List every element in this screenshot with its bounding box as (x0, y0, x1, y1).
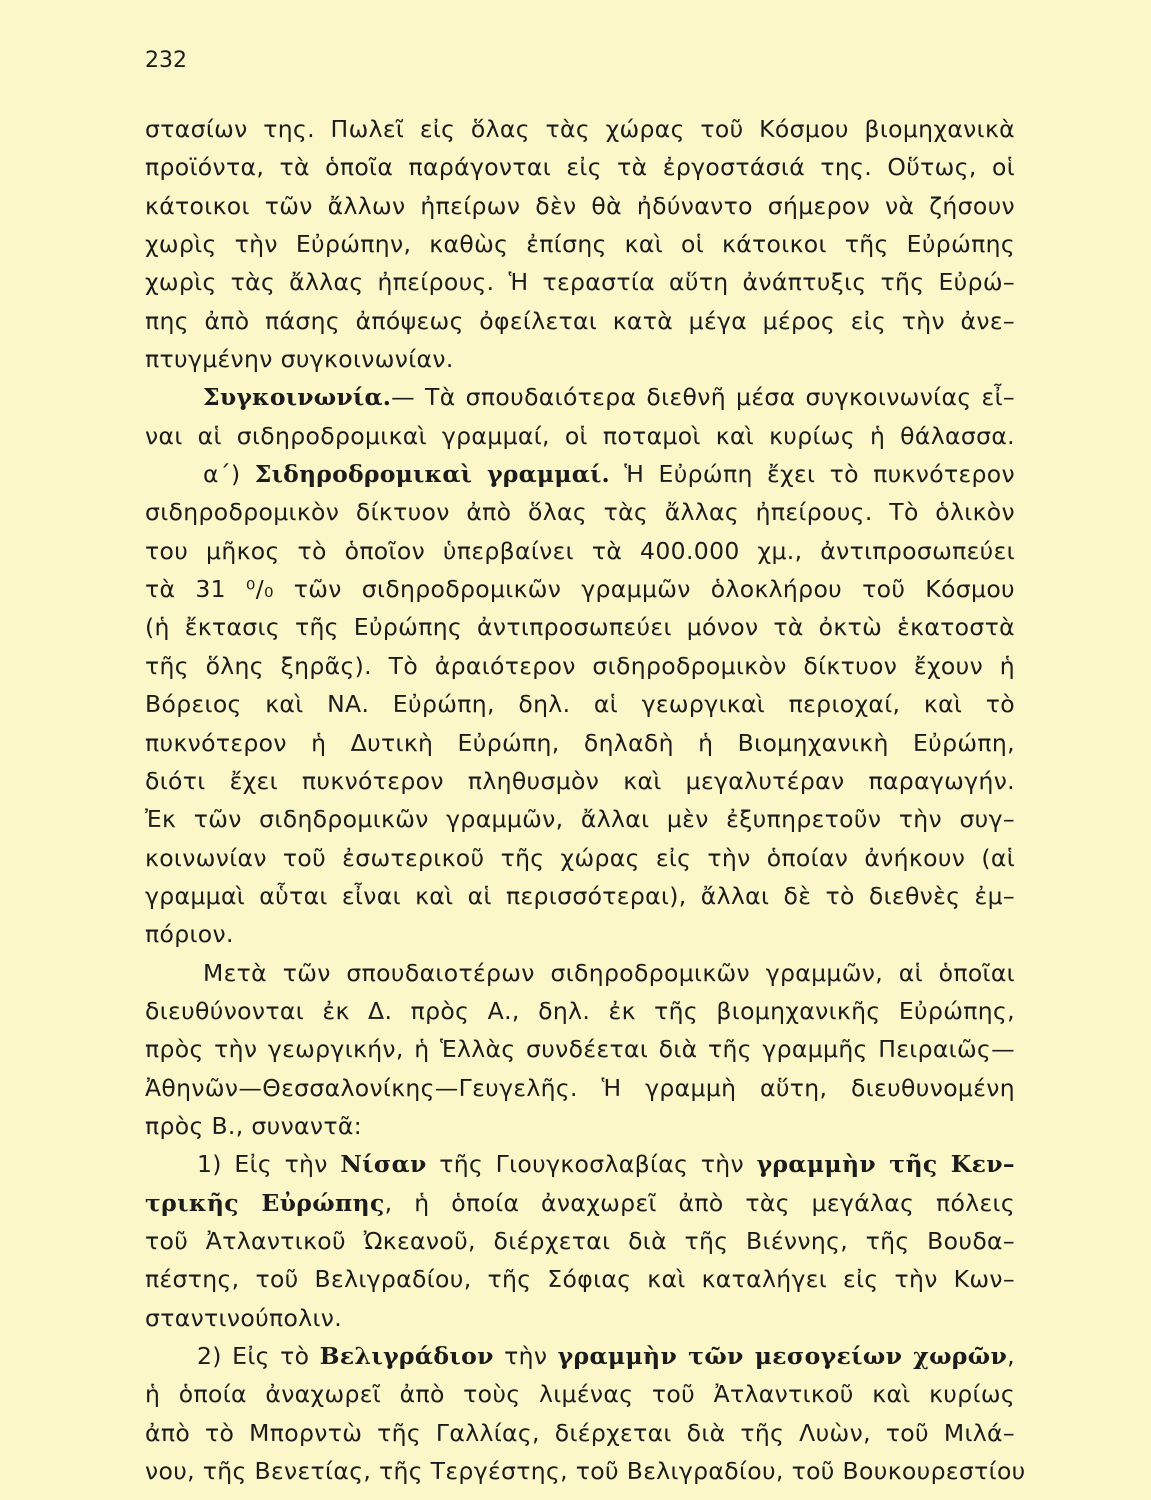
text-line (145, 110, 1015, 148)
text-line (145, 877, 1015, 915)
section-heading: Συγκοινωνία. (203, 383, 392, 412)
line-text: διευθύνονται ἐκ Δ. πρὸς Α., δηλ. ἐκ τῆς βιομηχανικῆς Εὐρώπης, (145, 996, 1015, 1025)
text-line (145, 1375, 1015, 1413)
text-line (145, 378, 1015, 416)
line-text: Βόρειος καὶ ΝΑ. Εὐρώπη, δηλ. αἱ γεωργικαὶ περιοχαί, καὶ τὸ (145, 690, 1015, 719)
line-text: σιδηροδρομικὸν δίκτυον ἀπὸ ὅλας τὰς ἄλλας ἠπείρους. Τὸ ὁλικὸν (145, 498, 1015, 527)
bold-term: Βελιγράδιον (319, 1342, 494, 1370)
line-text: (ἡ ἔκτασις τῆς Εὐρώπης ἀντιπροσωπεύει μόνον τὰ ὀκτὼ ἑκατοστὰ (145, 613, 1015, 642)
text-line (145, 455, 1015, 493)
text-line (145, 992, 1015, 1030)
text-line (145, 1337, 1015, 1375)
bold-term: Νίσαν (340, 1150, 427, 1179)
text-line (145, 187, 1015, 225)
line-text: κάτοικοι τῶν ἄλλων ἠπείρων δὲν θὰ ἠδύναντο σήμερον νὰ ζήσουν (145, 191, 1015, 220)
line-text: τῆς ὅλης ξηρᾶς). Τὸ ἀραιότερον σιδηροδρομικὸν δίκτυον ἔχουν ἡ (145, 651, 1015, 680)
text-line (145, 762, 1015, 800)
text-line (145, 647, 1015, 685)
text-line (145, 685, 1015, 723)
list-marker: α΄) (203, 460, 255, 489)
text-line (145, 608, 1015, 646)
text-line (145, 724, 1015, 762)
line-text: κοινωνίαν τοῦ ἐσωτερικοῦ τῆς χώρας εἰς τὴν ὁποίαν ἀνήκουν (αἱ (145, 843, 1015, 872)
text-line (145, 1452, 1026, 1490)
line-text: ἀπὸ τὸ Μπορντὼ τῆς Γαλλίας, διέρχεται διὰ τῆς Λυὼν, τοῦ Μιλά– (145, 1418, 1015, 1447)
text-line (145, 1222, 1015, 1260)
line-text: χωρὶς τὰς ἄλλας ἠπείρους. Ἡ τεραστία αὕτη ἀνάπτυξις τῆς Εὐρώ– (145, 268, 1015, 297)
line-text: τὰ 31 ⁰/₀ τῶν σιδηροδρομικῶν γραμμῶν ὁλοκλήρου τοῦ Κόσμου (145, 575, 1015, 604)
line-text: πρὸς Β., συναντᾶ: (145, 1111, 362, 1140)
line-text: 2) Εἰς τὸ (197, 1342, 320, 1370)
line-text: πης ἀπὸ πάσης ἀπόψεως ὀφείλεται κατὰ μέγα μέρος εἰς τὴν ἀνε– (145, 306, 1015, 335)
line-text: πέστης, τοῦ Βελιγραδίου, τῆς Σόφιας καὶ καταλήγει εἰς τὴν Κων– (145, 1265, 1015, 1294)
text-line (145, 570, 1015, 608)
text-line (145, 1030, 1015, 1068)
line-text: προϊόντα, τὰ ὁποῖα παράγονται εἰς τὰ ἐργοστάσιά της. Οὕτως, οἱ (145, 153, 1015, 182)
text-line (145, 839, 1015, 877)
text-line (145, 800, 1015, 838)
line-text: νου, τῆς Βενετίας, τῆς Τεργέστης, τοῦ Βελιγραδίου, τοῦ Βουκουρεστίου (145, 1457, 1026, 1486)
text-line (145, 302, 1015, 340)
line-text: , ἡ ὁποία ἀναχωρεῖ ἀπὸ τὰς μεγάλας πόλεις (384, 1188, 1016, 1217)
line-text: Ἀθηνῶν—Θεσσαλονίκης—Γευγελῆς. Ἡ γραμμὴ αὕτη, διευθυνομένη (145, 1073, 1015, 1102)
body-text (145, 110, 1026, 1490)
line-text: του μῆκος τὸ ὁποῖον ὑπερβαίνει τὰ 400.000 χμ., ἀντιπροσωπεύει (145, 536, 1015, 565)
text-line (145, 1260, 1015, 1298)
line-text: πυκνότερον ἡ Δυτικὴ Εὐρώπη, δηλαδὴ ἡ Βιομηχανικὴ Εὐρώπη, (145, 728, 1015, 757)
text-line (145, 493, 1015, 531)
text-line (145, 417, 1015, 455)
page-number: 232 (145, 48, 187, 73)
line-text: ναι αἱ σιδηροδρομικαὶ γραμμαί, οἱ ποταμοὶ καὶ κυρίως ἡ θάλασσα. (145, 421, 1015, 450)
line-text: στασίων της. Πωλεῖ εἰς ὅλας τὰς χώρας τοῦ Κόσμου βιομηχανικὰ (145, 115, 1015, 143)
line-text: , (1007, 1342, 1015, 1370)
line-text: τὴν (493, 1342, 558, 1370)
line-text: σταντινούπολιν. (145, 1303, 343, 1332)
text-line (145, 532, 1015, 570)
line-text: πρὸς τὴν γεωργικήν, ἡ Ἑλλὰς συνδέεται διὰ τῆς γραμμῆς Πειραιῶς— (145, 1035, 1015, 1064)
text-line (145, 954, 1015, 992)
text-line (145, 1414, 1015, 1452)
line-text: τῆς Γιουγκοσλαβίας τὴν (426, 1150, 757, 1179)
text-line (145, 915, 1015, 953)
text-line (145, 263, 1015, 301)
text-line (145, 1184, 1015, 1222)
line-text: πτυγμένην συγκοινωνίαν. (145, 345, 454, 374)
line-text: γραμμαὶ αὗται εἶναι καὶ αἱ περισσότεραι), ἄλλαι δὲ τὸ διεθνὲς ἐμ– (145, 881, 1015, 910)
text-line (145, 1299, 1015, 1337)
bold-term: τρικῆς Εὐρώπης (145, 1188, 385, 1217)
bold-term: γραμμὴν τῶν μεσογείων χωρῶν (557, 1342, 1008, 1370)
line-text: 1) Εἰς τὴν (197, 1150, 341, 1179)
line-text: διότι ἔχει πυκνότερον πληθυσμὸν καὶ μεγαλυτέραν παραγωγήν. (145, 766, 1015, 795)
line-text: Ἐκ τῶν σιδηδρομικῶν γραμμῶν, ἄλλαι μὲν ἐξυπηρετοῦν τὴν συγ– (145, 805, 1015, 834)
line-text: Μετὰ τῶν σπουδαιοτέρων σιδηροδρομικῶν γραμμῶν, αἱ ὁποῖαι (203, 958, 1015, 987)
text-line (145, 1069, 1015, 1107)
line-text: πόριον. (145, 920, 234, 949)
bold-term: γραμμὴν τῆς Κεν– (756, 1150, 1015, 1179)
text-line (145, 340, 1015, 378)
line-text: χωρὶς τὴν Εὐρώπην, καθὼς ἐπίσης καὶ οἱ κάτοικοι τῆς Εὐρώπης (145, 230, 1015, 259)
line-text: — Τὰ σπουδαιότερα διεθνῆ μέσα συγκοινωνίας εἶ– (391, 383, 1015, 412)
text-line (145, 1145, 1015, 1183)
line-text: ἡ ὁποία ἀναχωρεῖ ἀπὸ τοὺς λιμένας τοῦ Ἀτλαντικοῦ καὶ κυρίως (145, 1380, 1015, 1409)
line-text: τοῦ Ἀτλαντικοῦ Ὠκεανοῦ, διέρχεται διὰ τῆς Βιέννης, τῆς Βουδα– (145, 1226, 1015, 1255)
text-line (145, 225, 1015, 263)
section-heading: Σιδηροδρομικαὶ γραμμαί. (254, 460, 610, 489)
line-text: Ἡ Εὐρώπη ἔχει τὸ πυκνότερον (609, 460, 1015, 489)
text-line (145, 148, 1015, 186)
text-line (145, 1107, 1015, 1145)
